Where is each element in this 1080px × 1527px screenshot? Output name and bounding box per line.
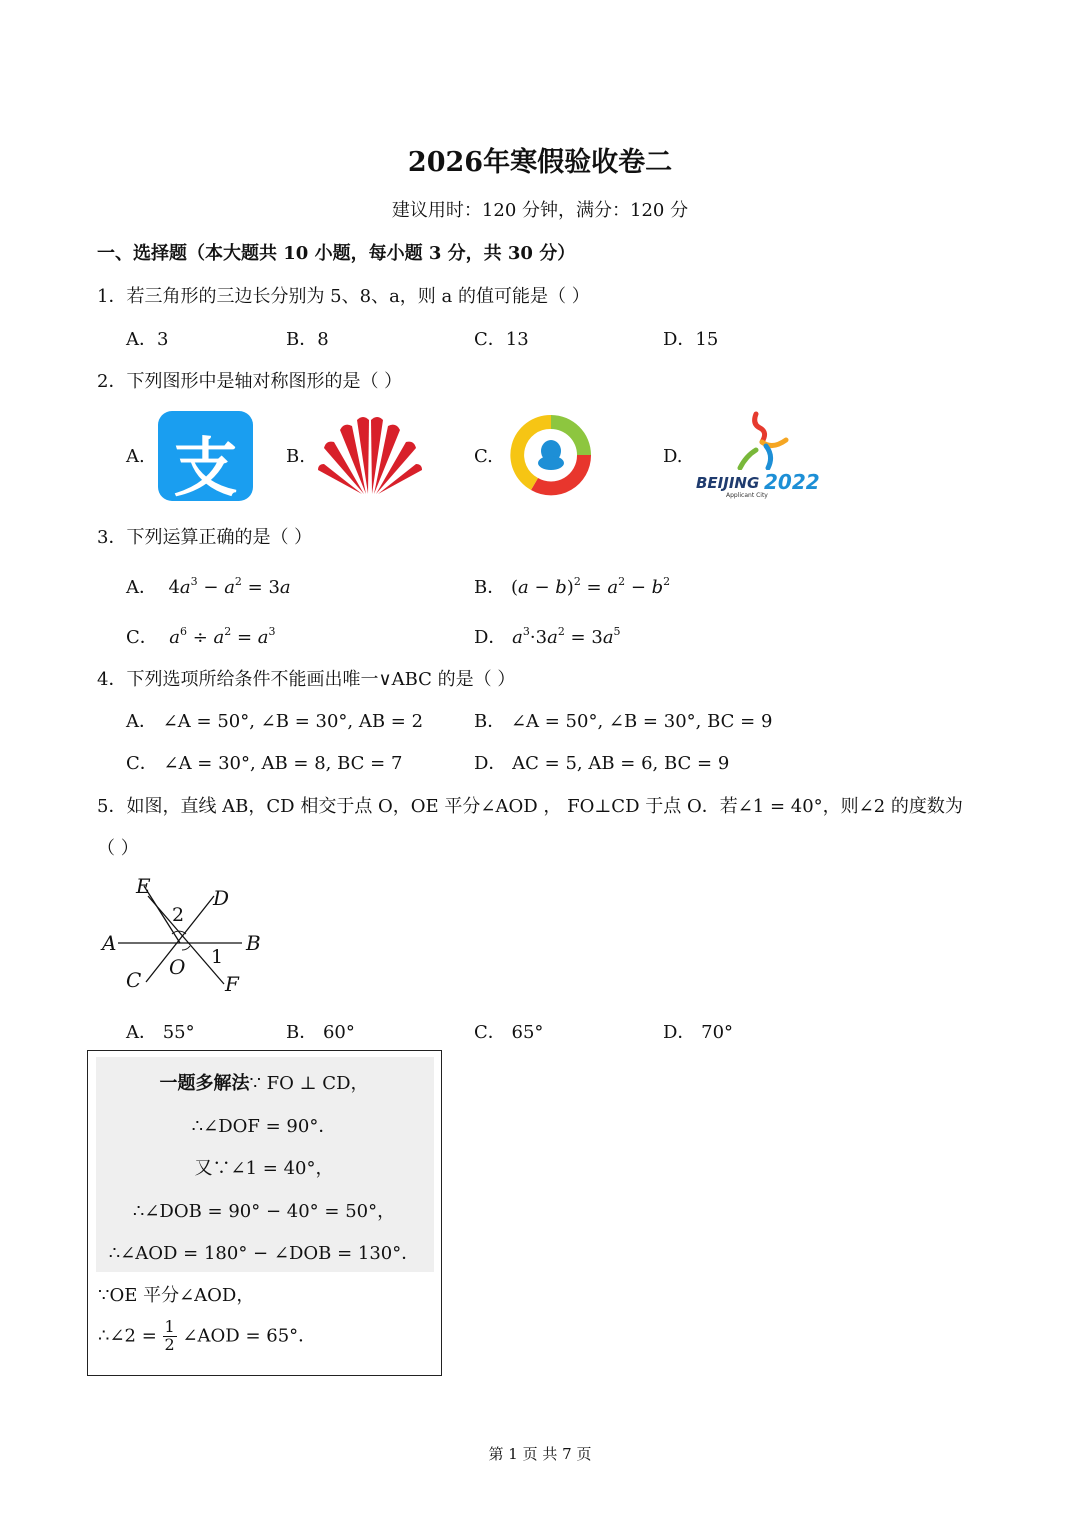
q3-option-b-label: B． — [474, 577, 506, 598]
beijing-logo-text: BEIJING — [696, 474, 760, 492]
q5-geometry-figure — [96, 872, 276, 1002]
alipay-logo-icon — [158, 411, 253, 506]
fig-label-d: D — [213, 886, 230, 910]
solution-box — [87, 1050, 442, 1376]
solution-line-7 — [98, 1319, 316, 1354]
beijing-logo-year: 2022 — [764, 470, 820, 494]
solution-line-1-text: ∵ FO ⊥ CD， — [249, 1073, 369, 1094]
fig-label-a: A — [102, 931, 117, 955]
question-5-paren: （ ） — [97, 838, 139, 859]
question-3-stem: 3．下列运算正确的是（ ） — [97, 527, 313, 548]
q3-option-b: B． $(a - b)^2 = a^2 - b^2$ — [474, 575, 671, 598]
solution-line-3: 又∵∠1 = 40°， — [194, 1158, 334, 1179]
beijing-2022-logo-icon — [694, 410, 824, 502]
solution-line-1 — [88, 1069, 440, 1095]
question-4-stem: 4．下列选项所给条件不能画出唯一∨ABC 的是（ ） — [97, 669, 516, 690]
fig-label-b: B — [246, 931, 261, 955]
q1-option-b: B．8 — [286, 329, 329, 350]
fig-label-1: 1 — [211, 946, 224, 968]
q4-option-a: A． ∠A = 50°, ∠B = 30°, AB = 2 — [126, 711, 424, 732]
q3-option-c-label: C． — [126, 627, 158, 648]
section-heading: 一、选择题（本大题共 10 小题，每小题 3 分，共 30 分） — [97, 243, 576, 264]
question-1-stem: 1．若三角形的三边长分别为 5、8、a，则 a 的值可能是（ ） — [97, 286, 590, 307]
question-5-stem: 5．如图，直线 AB，CD 相交于点 O，OE 平分∠AOD ， FO⊥CD 于点 O．若∠1 = 40°，则∠2 的度数为 — [97, 796, 963, 817]
q3-option-a-label: A． — [126, 577, 157, 598]
page-subtitle: 建议用时：120 分钟，满分：120 分 — [391, 200, 689, 221]
beijing-logo-sub: Applicant City — [726, 492, 768, 499]
solution-line-5: ∴∠AOD = 180° − ∠DOB = 130°． — [108, 1243, 420, 1264]
fraction-denominator: 2 — [164, 1334, 175, 1354]
q2-label-c: C. — [474, 446, 493, 467]
solution-fraction — [163, 1319, 177, 1354]
q4-option-c: C． ∠A = 30°, AB = 8, BC = 7 — [126, 753, 403, 774]
q1-option-c: C．13 — [474, 329, 529, 350]
fraction-numerator: 1 — [164, 1317, 175, 1336]
fig-label-c: C — [126, 968, 142, 992]
q3-option-d-label: D． — [474, 627, 507, 648]
question-2-stem: 2．下列图形中是轴对称图形的是（ ） — [97, 371, 403, 392]
fig-label-f: F — [225, 972, 239, 996]
q4-option-d: D． AC = 5, AB = 6, BC = 9 — [474, 753, 730, 774]
fig-label-2: 2 — [172, 904, 185, 926]
q2-label-d: D. — [663, 446, 683, 467]
huawei-logo-icon — [316, 414, 424, 496]
q5-option-b: B． 60° — [286, 1022, 355, 1043]
fig-label-e: E — [136, 874, 151, 898]
q4-option-b: B． ∠A = 50°, ∠B = 30°, BC = 9 — [474, 711, 773, 732]
fig-label-o: O — [169, 955, 186, 979]
q3-option-d: D． $a^3\cdot 3a^2 = 3a^5$ — [474, 625, 621, 648]
q5-option-d: D． 70° — [663, 1022, 734, 1043]
solution-line-7-pre: ∴∠2 = — [98, 1325, 157, 1347]
page-title: 2026年寒假验收卷二 — [407, 147, 673, 178]
solution-line-7-post: ∠AOD = 65°． — [182, 1325, 317, 1347]
q2-label-b: B. — [286, 446, 305, 467]
q3-option-a: A． $4a^3 - a^2 = 3a$ — [126, 575, 291, 598]
solution-line-4: ∴∠DOB = 90° − 40° = 50°， — [132, 1201, 396, 1222]
q1-option-d: D．15 — [663, 329, 719, 350]
alipay-logo-char: 支 — [173, 432, 238, 506]
tencent-logo-icon — [505, 411, 597, 499]
q1-option-a: A．3 — [126, 329, 169, 350]
solution-heading: 一题多解法 — [159, 1073, 250, 1094]
solution-line-6: ∵OE 平分∠AOD， — [98, 1285, 255, 1306]
q3-option-c: C． $a^6 \div a^2 = a^3$ — [126, 625, 276, 648]
q5-option-c: C． 65° — [474, 1022, 544, 1043]
solution-line-2: ∴∠DOF = 90°． — [191, 1116, 337, 1137]
q5-option-a: A． 55° — [126, 1022, 195, 1043]
q2-label-a: A. — [126, 446, 145, 467]
page-footer: 第 1 页 共 7 页 — [488, 1445, 592, 1463]
